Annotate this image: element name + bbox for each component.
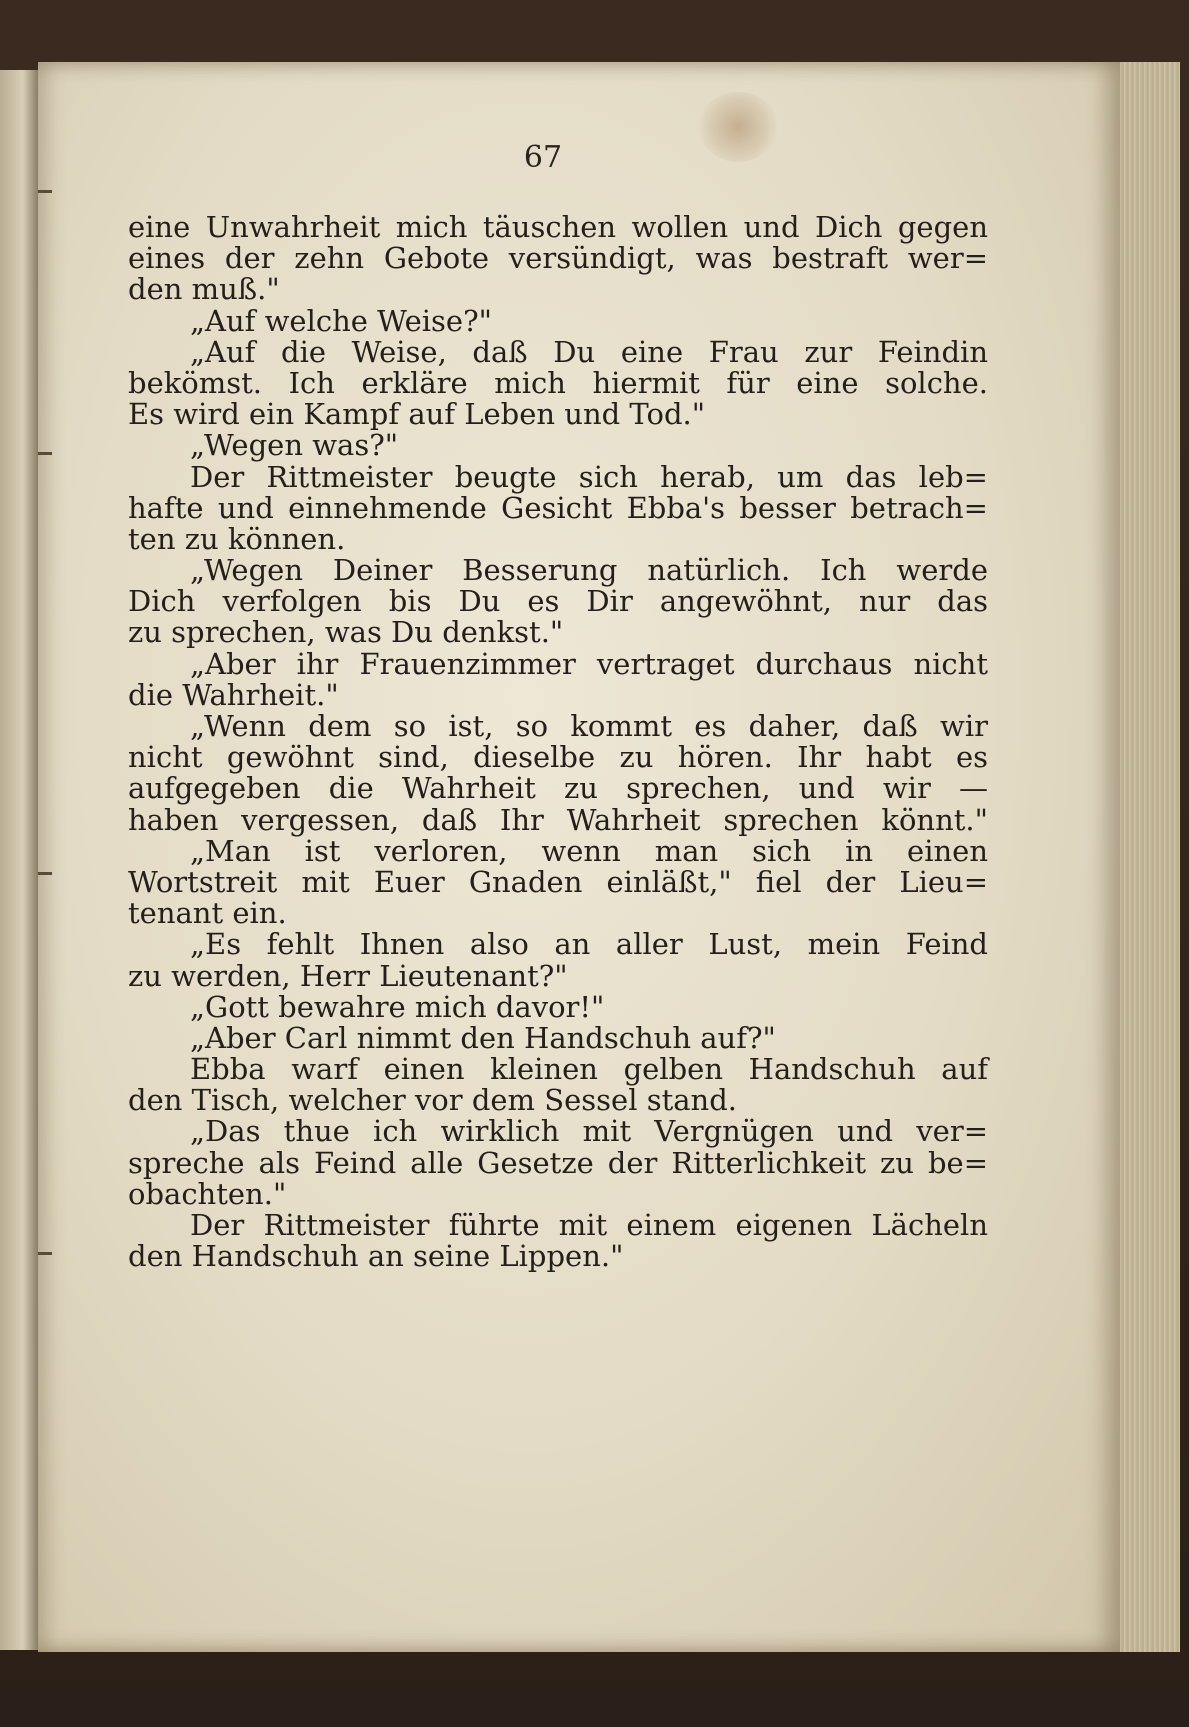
text-line: eine Unwahrheit mich täuschen wollen und Dich gegen (128, 210, 988, 244)
text-line: aufgegeben die Wahrheit zu sprechen, und wir — (128, 771, 988, 806)
text-line: Der Rittmeister führte mit einem eigenen Lächeln (190, 1208, 988, 1242)
text-line: Dich verfolgen bis Du es Dir angewöhnt, nur das (128, 584, 988, 619)
text-line: Wortstreit mit Euer Gnaden einläßt," fiel der Lieu= (128, 864, 988, 899)
text-line: zu sprechen, was Du denkst." (128, 615, 564, 650)
text-line: den Tisch, welcher vor dem Sessel stand. (128, 1083, 737, 1118)
margin-tick (38, 1252, 52, 1255)
margin-tick (38, 190, 52, 193)
text-line: Es wird ein Kampf auf Leben und Tod." (128, 397, 706, 432)
text-line: nicht gewöhnt sind, dieselbe zu hören. Ihr habt es (128, 740, 988, 775)
text-line: zu werden, Herr Lieutenant?" (128, 958, 568, 993)
text-line: bekömst. Ich erkläre mich hiermit für eine solche. (128, 365, 988, 400)
text-line: „Das thue ich wirklich mit Vergnügen und ver= (190, 1114, 988, 1149)
text-line: „Gott bewahre mich davor!" (190, 989, 605, 1024)
text-line: „Auf welche Weise?" (190, 303, 492, 338)
text-line: Ebba warf einen kleinen gelben Handschuh auf (190, 1052, 988, 1087)
page-text (128, 212, 988, 1272)
previous-page-edge (0, 70, 38, 1650)
text-line: den Handschuh an seine Lippen." (128, 1239, 624, 1274)
text-line: „Wegen Deiner Besserung natürlich. Ich werde (190, 553, 988, 588)
book-page (38, 62, 1120, 1652)
text-line: haben vergessen, daß Ihr Wahrheit sprechen könnt." (128, 802, 988, 837)
text-line: tenant ein. (128, 896, 287, 931)
text-line: „Auf die Weise, daß Du eine Frau zur Feindin (190, 334, 988, 369)
text-line: eines der zehn Gebote versündigt, was bestraft wer= (128, 241, 988, 276)
text-line: „Es fehlt Ihnen also an aller Lust, mein Feind (190, 927, 988, 962)
page-fore-edge (1120, 62, 1180, 1652)
text-line: „Wegen was?" (190, 428, 399, 463)
text-line: „Aber Carl nimmt den Handschuh auf?" (190, 1020, 776, 1055)
text-line: „Man ist verloren, wenn man sich in einen (190, 833, 988, 868)
text-line: die Wahrheit." (128, 677, 339, 712)
page-number: 67 (523, 140, 563, 175)
text-line: „Wenn dem so ist, so kommt es daher, daß wir (190, 709, 988, 743)
text-line: den muß." (128, 272, 280, 307)
text-line: „Aber ihr Frauenzimmer vertraget durchaus nicht (190, 646, 988, 681)
margin-tick (38, 872, 52, 875)
text-line: ten zu können. (128, 521, 346, 556)
text-line: obachten." (128, 1176, 287, 1211)
text-line: spreche als Feind alle Gesetze der Ritterlichkeit zu be= (128, 1145, 988, 1180)
margin-tick (38, 452, 52, 455)
text-line: Der Rittmeister beugte sich herab, um das leb= (190, 459, 988, 494)
text-line: hafte und einnehmende Gesicht Ebba's besser betrach= (128, 490, 988, 525)
